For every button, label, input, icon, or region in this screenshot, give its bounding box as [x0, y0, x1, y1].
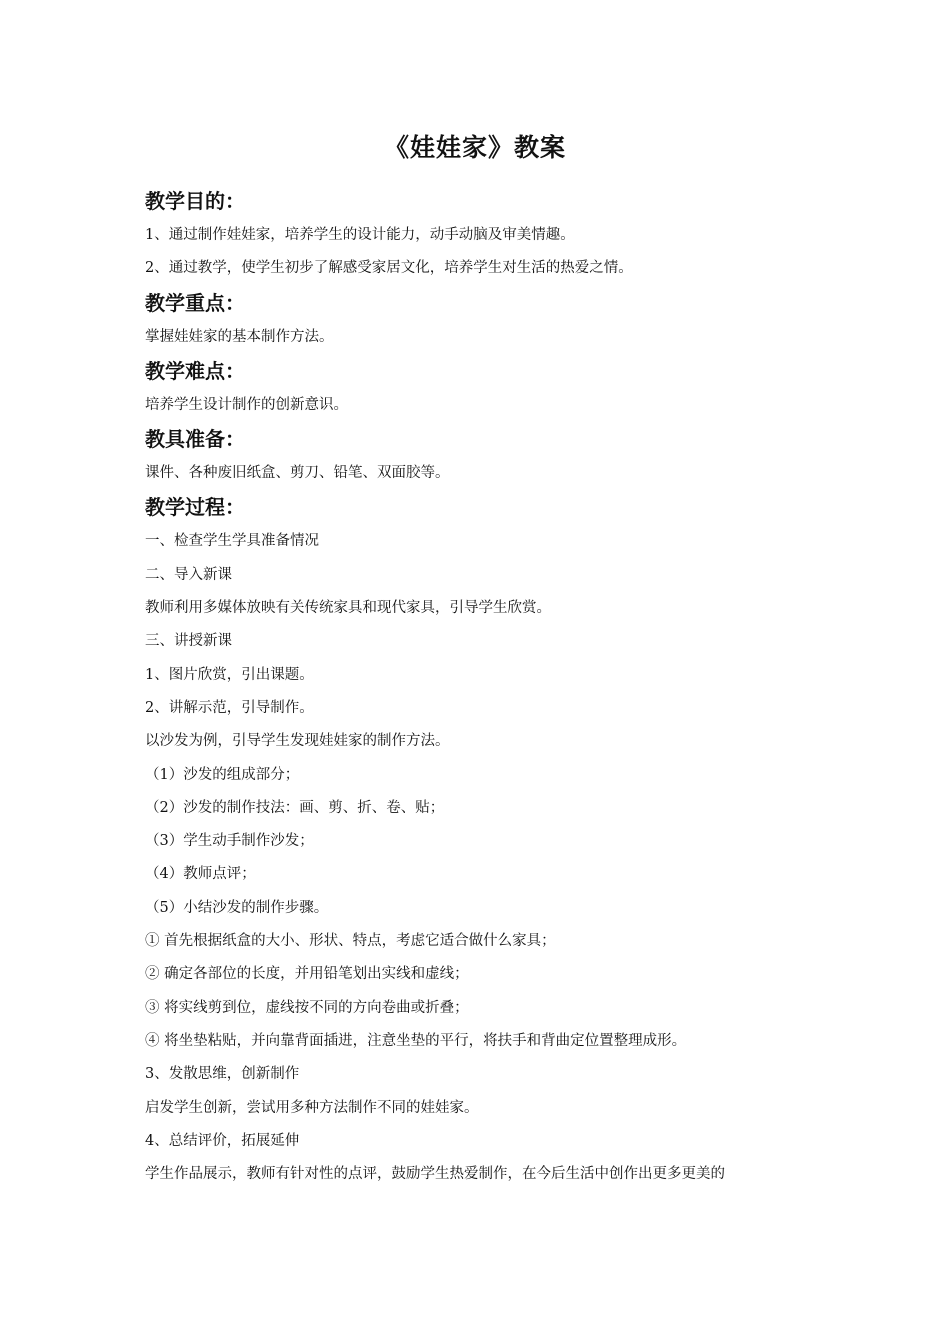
text-line: 课件、各种废旧纸盒、剪刀、铅笔、双面胶等。: [145, 465, 450, 482]
text-line: 一、检查学生学具准备情况: [145, 533, 319, 550]
section-heading-process: 教学过程：: [145, 495, 245, 520]
text-line: ④ 将坐垫粘贴，并向靠背面插进，注意坐垫的平行，将扶手和背曲定位置整理成形。: [145, 1032, 687, 1049]
text-line: 3、发散思维，创新制作: [145, 1066, 300, 1083]
text-line: （2）沙发的制作技法：画、剪、折、卷、贴；: [145, 799, 445, 816]
section-heading-objectives: 教学目的：: [145, 189, 245, 213]
section-heading-materials: 教具准备：: [145, 427, 245, 452]
document-title: 《娃娃家》教案: [383, 133, 566, 162]
text-line: 2、讲解示范，引导制作。: [145, 699, 314, 716]
text-line: 启发学生创新，尝试用多种方法制作不同的娃娃家。: [145, 1099, 479, 1116]
section-heading-difficulties: 教学难点：: [145, 358, 245, 383]
text-line: （4）教师点评；: [145, 866, 256, 883]
text-line: 4、总结评价，拓展延伸: [145, 1132, 300, 1149]
text-line: 培养学生设计制作的创新意识。: [145, 396, 348, 413]
text-line: 以沙发为例，引导学生发现娃娃家的制作方法。: [145, 733, 450, 750]
document-body: [145, 184, 825, 1191]
text-line: 1、图片欣赏，引出课题。: [145, 666, 314, 683]
text-line: ① 首先根据纸盒的大小、形状、特点，考虑它适合做什么家具；: [145, 933, 556, 950]
text-line: 三、讲授新课: [145, 633, 232, 650]
section-heading-key-points: 教学重点：: [145, 290, 245, 315]
text-line: 掌握娃娃家的基本制作方法。: [145, 328, 334, 345]
text-line: （5）小结沙发的制作步骤。: [145, 899, 329, 916]
text-line: （3）学生动手制作沙发；: [145, 833, 314, 850]
text-line: 二、导入新课: [145, 566, 232, 583]
text-line: 1、通过制作娃娃家，培养学生的设计能力，动手动脑及审美情趣。: [145, 227, 575, 243]
text-line: （1）沙发的组成部分；: [145, 766, 300, 783]
text-line: 学生作品展示，教师有针对性的点评，鼓励学生热爱制作，在今后生活中创作出更多更美的: [145, 1166, 725, 1183]
text-line: ③ 将实线剪到位，虚线按不同的方向卷曲或折叠；: [145, 999, 469, 1016]
text-line: ② 确定各部位的长度，并用铅笔划出实线和虚线；: [145, 966, 469, 983]
text-line: 教师利用多媒体放映有关传统家具和现代家具，引导学生欣赏。: [145, 600, 551, 617]
text-line: 2、通过教学，使学生初步了解感受家居文化，培养学生对生活的热爱之情。: [145, 260, 633, 277]
